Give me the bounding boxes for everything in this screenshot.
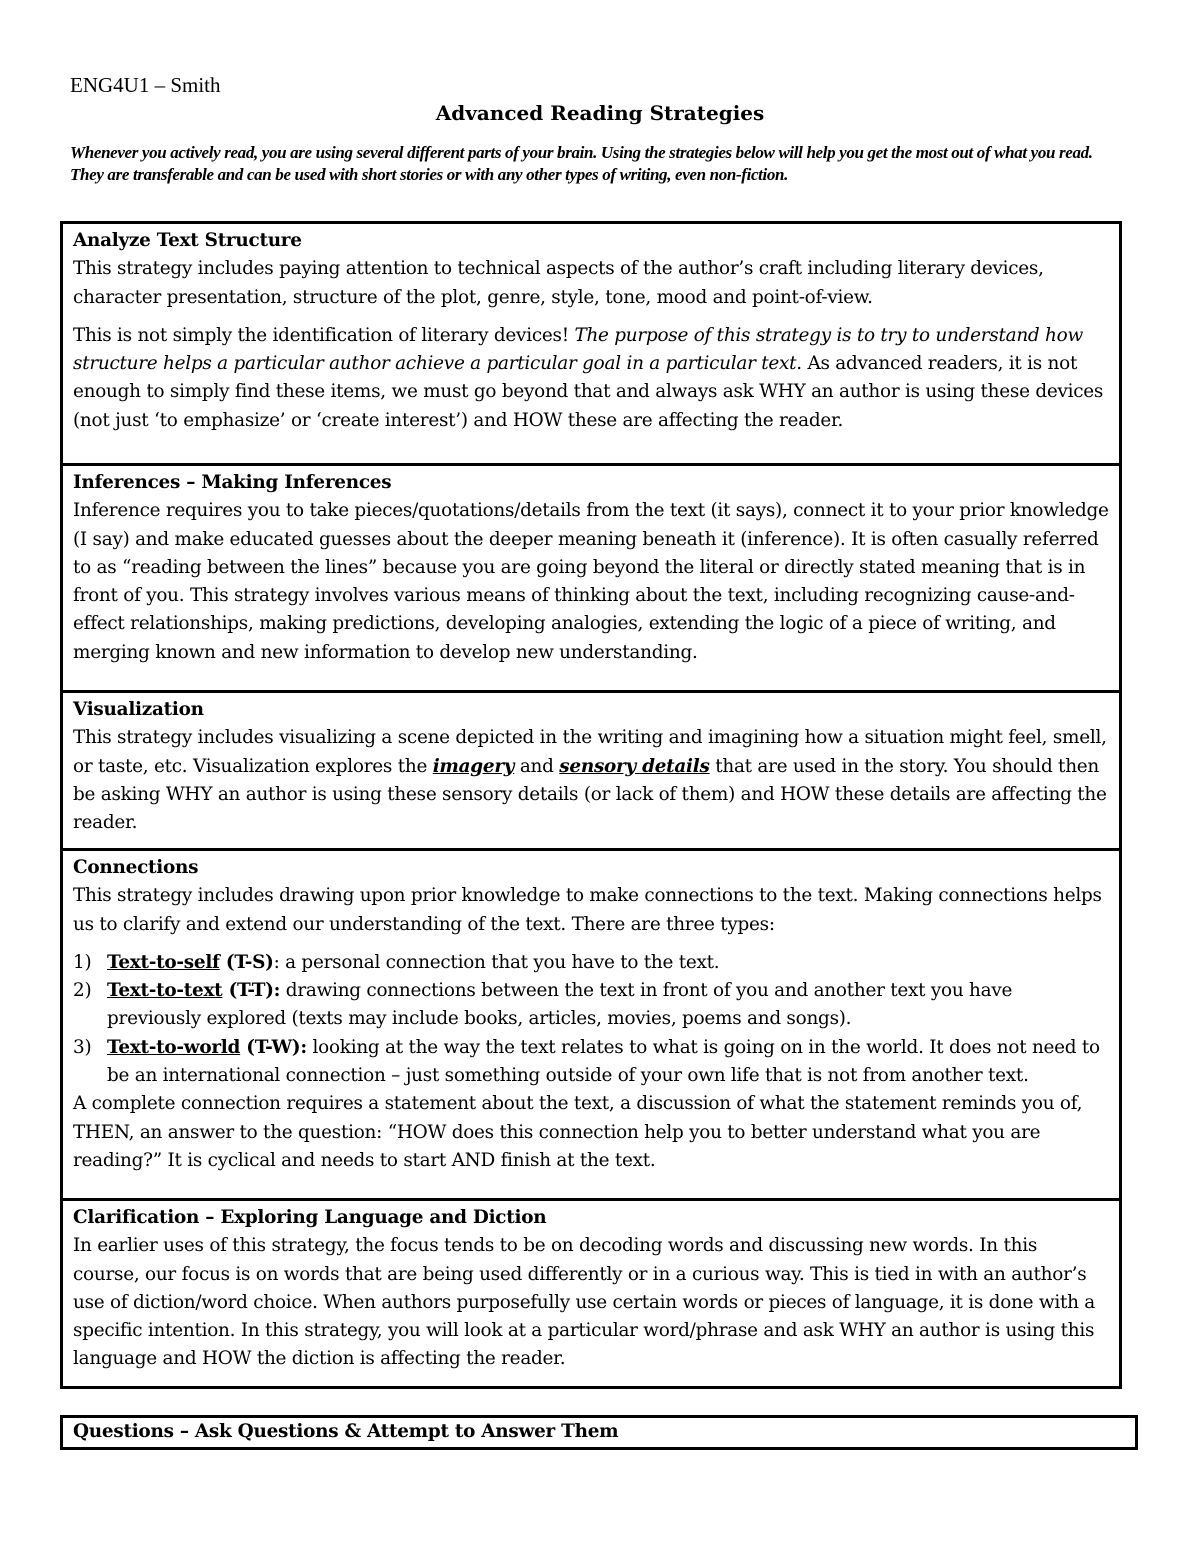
connection-term: Text-to-world	[107, 1036, 241, 1058]
text-run: :	[273, 951, 286, 973]
list-number: 3)	[73, 1036, 92, 1058]
section-paragraph: This strategy includes paying attention to technical aspects of the author’s craft including literary devices, character presentation, structure of the plot, genre, style, tone, mood and point-of-view.	[73, 258, 1044, 308]
section-inferences	[63, 466, 1119, 693]
intro-text: Whenever you actively read, you are using several different parts of your brain. Using the strategies below will help you get the most out of what you read. They are transferable and can be used with short stories or with any other types of writing, even non-fiction.	[70, 143, 1093, 184]
section-paragraph: This strategy includes drawing upon prior knowledge to make connections to the text. Making connections helps us to clarify and extend our understanding of the text. There are three types:	[73, 885, 1102, 935]
section-heading: Clarification – Exploring Language and Diction	[73, 1207, 547, 1228]
section-paragraph: Inference requires you to take pieces/quotations/details from the text (it says), connect it to your prior knowledge (I say) and make educated guesses about the deeper meaning beneath it (inference). It is often casually referred to as “reading between the lines” because you are going beyond the literal or directly stated meaning that is in front of you. This strategy involves various means of thinking about the text, including recognizing cause-and-effect relationships, making predictions, developing analogies, extending the logic of a piece of writing, and merging known and new information to develop new understanding.	[73, 500, 1109, 663]
connection-term: Text-to-text	[107, 980, 223, 1002]
text-run: and	[514, 755, 560, 777]
section-heading: Analyze Text Structure	[73, 230, 302, 251]
list-item	[73, 1034, 1109, 1091]
section-heading: Visualization	[73, 699, 204, 720]
section-clarification	[63, 1201, 1119, 1386]
strategies-table	[60, 221, 1122, 1389]
connection-description: a personal connection that you have to the text.	[285, 951, 720, 973]
text-run: . As advanced readers, it is not enough to simply find these items, we must go beyond that and always ask WHY an author is using these devices (not just ‘to emphasize’ or ‘create interest’) and HOW these are affecting the reader.	[73, 353, 1104, 431]
list-number: 2)	[73, 980, 92, 1002]
list-item	[73, 949, 1109, 977]
connection-term: Text-to-self	[107, 951, 220, 973]
emphasis-text: The purpose of this strategy is to try to understand how structure helps a particular author achieve a particular goal in a particular text	[73, 324, 1083, 375]
section-heading: Connections	[73, 857, 199, 878]
term-imagery: imagery	[432, 755, 515, 777]
text-run: This is not simply the identification of literary devices!	[73, 324, 575, 346]
list-number: 1)	[73, 951, 92, 973]
page-title: Advanced Reading Strategies	[435, 101, 765, 125]
section-heading: Inferences – Making Inferences	[73, 472, 392, 493]
section-heading: Questions – Ask Questions & Attempt to Answer Them	[73, 1421, 619, 1442]
connection-code: (T-W):	[240, 1036, 307, 1058]
questions-box	[60, 1415, 1138, 1450]
list-item	[73, 977, 1109, 1034]
section-paragraph	[73, 724, 1109, 837]
section-visualization	[63, 693, 1119, 851]
section-analyze-text-structure	[63, 224, 1119, 466]
connection-description: looking at the way the text relates to what is going on in the world. It does not need to be an international connection – just something outside of your own life that is not from another text.	[107, 1036, 1100, 1087]
term-sensory-details: sensory details	[559, 755, 710, 777]
text-run: This strategy includes visualizing a scene depicted in the writing and imagining how a situation might feel, smell, or taste, etc. Visualization explores the	[73, 727, 1107, 777]
text-run: that are used in the story. You should then be asking WHY an author is using these sensory details (or lack of them) and HOW these details are affecting the reader.	[73, 755, 1107, 834]
course-label: ENG4U1 – Smith	[70, 73, 221, 97]
section-paragraph: A complete connection requires a statement about the text, a discussion of what the statement reminds you of, THEN, an answer to the question: “HOW does this connection help you to better understand what you are reading?” It is cyclical and needs to start AND finish at the text.	[73, 1093, 1083, 1171]
connection-code: (T-T):	[222, 980, 281, 1002]
section-paragraph: In earlier uses of this strategy, the focus tends to be on decoding words and discussing new words. In this course, our focus is on words that are being used differently or in a curious way. This is tied in with an author’s use of diction/word choice. When authors purposefully use certain words or pieces of language, it is done with a specific intention. In this strategy, you will look at a particular word/phrase and ask WHY an author is using this language and HOW the diction is affecting the reader.	[73, 1235, 1096, 1370]
connection-description: drawing connections between the text in front of you and another text you have previously explored (texts may include books, articles, movies, poems and songs).	[107, 980, 1013, 1030]
section-paragraph	[73, 322, 1109, 435]
connection-code: (T-S)	[219, 951, 274, 973]
connection-types-list	[73, 949, 1109, 1090]
section-connections	[63, 851, 1119, 1201]
